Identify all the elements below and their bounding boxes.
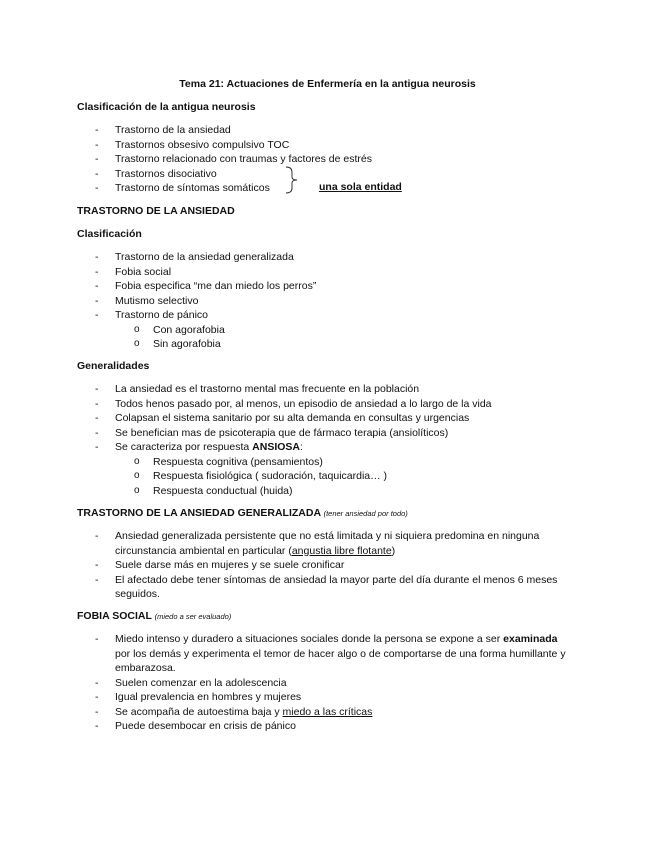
list-item: - El afectado debe tener síntomas de ansiedad la mayor parte del día durante el menos 6 meses seguidos. <box>95 573 575 602</box>
list-item-text-end: por los demás y experimenta el temor de hacer algo o de comportarse de una forma humillante y embarazosa. <box>115 647 566 674</box>
list-item: - Fobia social <box>95 265 575 280</box>
heading-fobia-note: (miedo a ser evaluado) <box>154 612 232 621</box>
bracket-note: una sola entidad <box>319 181 402 193</box>
list-generalidades <box>95 382 575 498</box>
heading-tag-text: TRASTORNO DE LA ANSIEDAD GENERALIZADA <box>77 507 321 519</box>
list-fobia-social <box>95 632 575 734</box>
list-item-text: Trastorno de pánico <box>115 309 208 321</box>
heading-generalidades: Generalidades <box>77 360 150 372</box>
list-item: - Suelen comenzar en la adolescencia <box>95 676 575 691</box>
ansiosa-keyword: ANSIOSA <box>252 441 300 453</box>
list-item: - Todos henos pasado por, al menos, un episodio de ansiedad a lo largo de la vida <box>95 397 575 412</box>
list-item: - Colapsan el sistema sanitario por su alta demanda en consultas y urgencias <box>95 411 575 426</box>
list-item <box>95 632 575 676</box>
sub-item: o Respuesta fisiológica ( sudoración, taquicardia… ) <box>115 469 575 484</box>
heading-fobia-text: FOBIA SOCIAL <box>77 610 152 622</box>
bracket-icon <box>284 166 304 194</box>
list-item: - Trastornos disociativo <box>95 167 575 182</box>
sublist-panico <box>115 323 575 352</box>
sub-item: o Respuesta cognitiva (pensamientos) <box>115 455 575 470</box>
heading-clasificacion-neurosis: Clasificación de la antigua neurosis <box>77 101 256 113</box>
sub-item: o Respuesta conductual (huida) <box>115 484 575 499</box>
sublist-respuestas <box>115 455 575 499</box>
list-item-text: Se caracteriza por respuesta <box>115 441 253 453</box>
bold-term: examinada <box>503 633 558 645</box>
sub-item: o Sin agorafobia <box>115 337 575 352</box>
heading-clasificacion: Clasificación <box>77 228 142 240</box>
list-item: - Trastorno relacionado con traumas y factores de estrés <box>95 152 575 167</box>
list-item <box>95 705 575 720</box>
list-item: - Igual prevalencia en hombres y mujeres <box>95 690 575 705</box>
list-item <box>95 440 575 498</box>
list-item-text-end: ) <box>391 544 396 557</box>
list-item: - Suele darse más en mujeres y se suele cronificar <box>95 558 575 573</box>
list-item-text-end: : <box>300 441 303 453</box>
list-item: - Puede desembocar en crisis de pánico <box>95 719 575 734</box>
document-title: Tema 21: Actuaciones de Enfermería en la antigua neurosis <box>179 78 476 90</box>
heading-trastorno-ansiedad: TRASTORNO DE LA ANSIEDAD <box>77 205 235 217</box>
list-item: - La ansiedad es el trastorno mental mas frecuente en la población <box>95 382 575 397</box>
list-item: - Fobia especifica “me dan miedo los perros” <box>95 279 575 294</box>
list-item-text: Se acompaña de autoestima baja y <box>115 705 283 718</box>
list-item-text: Ansiedad generalizada persistente que no está limitada y ni siquiera predomina en ninguna circunstancia ambiental en particular ( <box>115 530 540 557</box>
list-item: - Trastorno de la ansiedad <box>95 123 575 138</box>
list-item: - Mutismo selectivo <box>95 294 575 309</box>
sub-item: o Con agorafobia <box>115 323 575 338</box>
heading-tag <box>77 507 408 519</box>
heading-fobia-social <box>77 610 231 622</box>
list-item: - Trastornos obsesivo compulsivo TOC <box>95 138 575 153</box>
list-clasificacion <box>95 250 575 352</box>
list-item-text: Miedo intenso y duradero a situaciones sociales donde la persona se expone a ser <box>115 633 504 645</box>
heading-tag-note: (tener ansiedad por todo) <box>323 509 408 518</box>
underlined-term: miedo a las críticas <box>282 705 373 718</box>
list-item: - Trastorno de la ansiedad generalizada <box>95 250 575 265</box>
list-item: - Trastorno de síntomas somáticos <box>95 181 575 196</box>
list-item <box>95 529 575 558</box>
underlined-term: angustia libre flotante <box>291 544 392 557</box>
list-item: - Se benefician mas de psicoterapia que de fármaco terapia (ansiolíticos) <box>95 426 575 441</box>
list-item <box>95 308 575 352</box>
list-tag <box>95 529 575 602</box>
